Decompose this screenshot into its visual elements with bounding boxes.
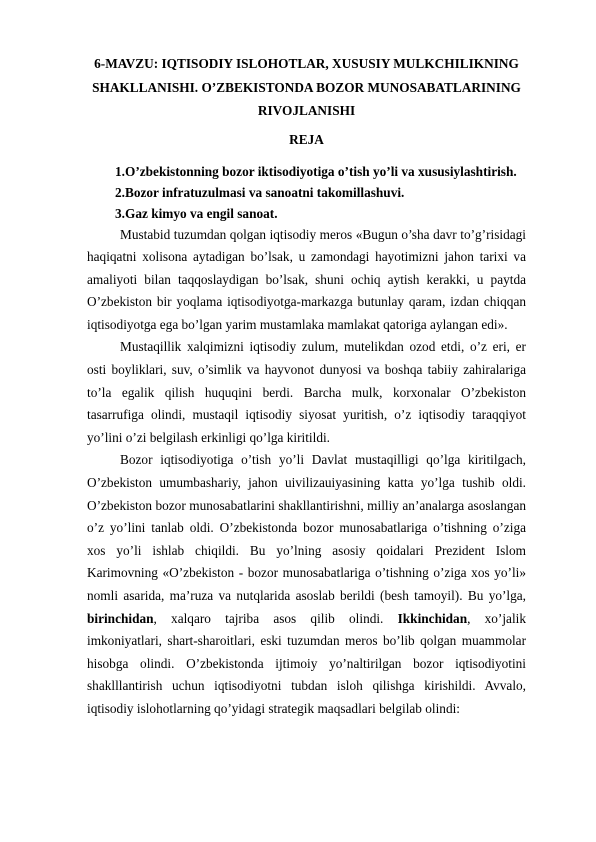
emphasis-birinchidan: birinchidan [87,610,154,626]
title-line-1: 6-MAVZU: IQTISODIY ISLOHOTLAR, XUSUSIY MULKCHILIKNING [94,56,519,71]
paragraph-1: Mustabid tuzumdan qolgan iqtisodiy meros «Bugun o’sha davr to’g’risidagi haqiqatni xolisona aytadigan bo’lsak, u zamondagi hayotimizni jahon tarixi va amaliyoti bilan taqqoslaydigan bo’lsak, shuni ochiq aytish kerakki, u paytda O’zbekiston bir yoqlama iqtisodiyotga-markazga butunlay qaram, izdan chiqqan iqtisodiyotga ega bo’lgan yarim mustamlaka mamlakat qatoriga aylangan edi». [87,226,526,332]
paragraph-3 [87,449,526,720]
plan-item: 1.O’zbekistonning bozor iktisodiyotiga o’tish yo’li va xususiylashtirish. [115,163,517,179]
title-line-3: RIVOJLANISHI [257,103,356,118]
paragraph-2: Mustaqillik xalqimizni iqtisodiy zulum, mutelikdan ozod etdi, o’z eri, er osti boyliklari, suv, o’simlik va hayvonot dunyosi va boshqa tabiiy zahiralariga to’la egalik qilish huquqini berdi. Barcha mulk, korxonalar O’zbekiston tasarrufiga olindi, mustaqil iqtisodiy siyosat yuritish, o’z iqtisodiy taraqqiyot yo’lini o’zi belgilash erkinligi qo’lga kiritildi. [87,339,526,445]
paragraph-3-text-c: , xo’jalik imkoniyatlari, shart-sharoitlari, eski tuzumdan meros bo’lib qolgan muammolar hisobga olindi. O’zbekistonda ijtimoiy yo’naltirilgan bozor iqtisodiyotini shaklllantirish uchun iqtisodiyotni tubdan isloh qilishga kirishildi. Avvalo, iqtisodiy islohotlarning qo’yidagi strategik maqsadlari belgilab olindi: [87,610,526,716]
paragraph-3-text-b: , xalqaro tajriba asos qilib olindi. [153,610,398,626]
page-title [87,52,526,123]
plan-item: 3.Gaz kimyo va engil sanoat. [115,205,278,221]
paragraph-3-text-a: Bozor iqtisodiyotiga o’tish yo’li Davlat mustaqilligi qo’lga kiritilgach, O’zbekiston umumbashariy, jahon uivilizauiyasining katta yo’lga tushib oldi. O’zbekiston bozor munosabatlarini shakllantirishni, milliy an’analarga asoslangan o’z yo’lini tanlab oldi. O’zbekistonda bozor munosabatlariga o’tishning o’ziga xos yo’li ishlab chiqildi. Bu yo’lning asosiy qoidalari Prezident Islom Karimovning «O’zbekiston - bozor munosabatlariga o’tishning o’ziga xos yo’li» nomli asarida, ma’ruza va nutqlarida asoslab berildi (besh tamoyil). Bu yo’lga, [87,452,526,603]
plan-heading: REJA [289,131,324,147]
plan-item: 2.Bozor infratuzulmasi va sanoatni takomillashuvi. [115,184,405,200]
title-line-2: SHAKLLANISHI. O’ZBEKISTONDA BOZOR MUNOSABATLARINING [92,79,521,95]
plan-list [87,161,526,224]
emphasis-ikkinchidan: Ikkinchidan [397,610,468,626]
